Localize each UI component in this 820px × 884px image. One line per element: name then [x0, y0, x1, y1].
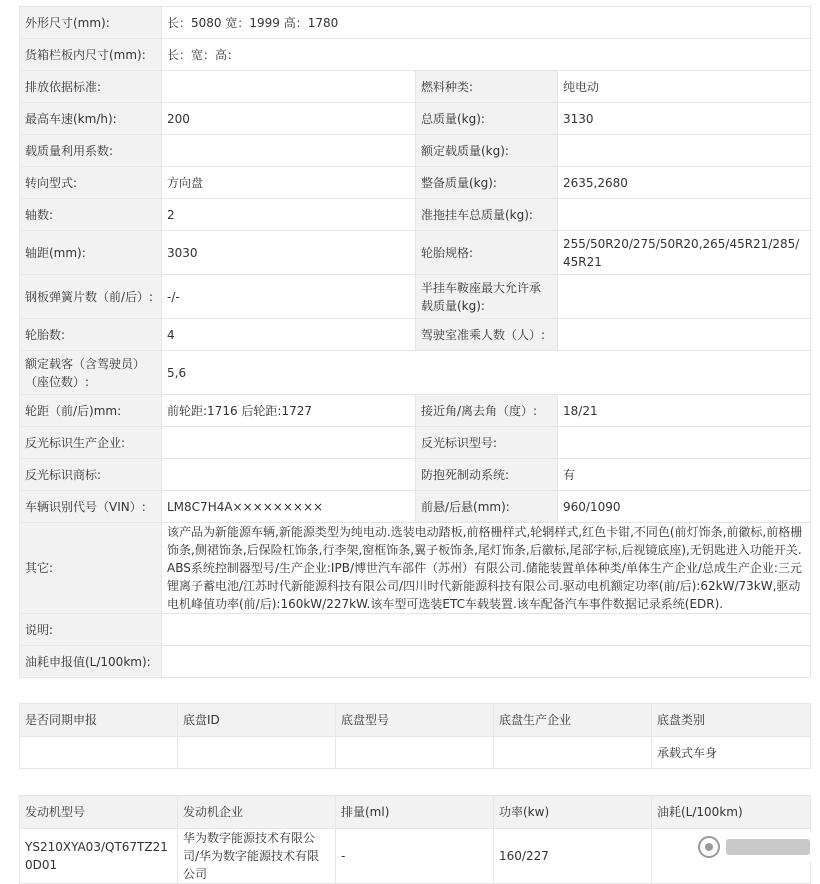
watermark-logo-icon — [698, 836, 720, 858]
spec-label: 轴数: — [20, 199, 162, 231]
spec-label: 轮胎数: — [20, 319, 162, 351]
spec-row — [20, 646, 811, 678]
engine-header-cell: 油耗(L/100km) — [652, 796, 811, 829]
engine-cell: 华为数字能源技术有限公司/华为数字能源技术有限公司 — [178, 829, 336, 884]
engine-cell: 160/227 — [494, 829, 652, 884]
spec-label: 其它: — [20, 523, 162, 614]
spec-value: 255/50R20/275/50R20,265/45R21/285/45R21 — [558, 231, 811, 275]
spec-label: 燃料种类: — [416, 71, 558, 103]
spec-row — [20, 351, 811, 395]
chassis-header-cell: 底盘类别 — [652, 704, 811, 737]
spec-label: 外形尺寸(mm): — [20, 7, 162, 39]
engine-header-cell: 发动机企业 — [178, 796, 336, 829]
spec-label: 反光标识商标: — [20, 459, 162, 491]
spec-row — [20, 167, 811, 199]
spec-value: 18/21 — [558, 395, 811, 427]
spec-label: 车辆识别代号（VIN）: — [20, 491, 162, 523]
spec-label: 载质量利用系数: — [20, 135, 162, 167]
engine-header-row — [20, 796, 811, 829]
spec-row — [20, 491, 811, 523]
watermark-blurred-text — [726, 839, 810, 855]
spec-label: 排放依据标准: — [20, 71, 162, 103]
spec-value: -/- — [162, 275, 416, 319]
chassis-header-cell: 底盘ID — [178, 704, 336, 737]
spec-label: 轮距（前/后)mm: — [20, 395, 162, 427]
spec-label: 防抱死制动系统: — [416, 459, 558, 491]
engine-cell: - — [336, 829, 494, 884]
spec-row — [20, 135, 811, 167]
spec-value — [558, 135, 811, 167]
spec-label: 反光标识型号: — [416, 427, 558, 459]
chassis-header-cell: 是否同期申报 — [20, 704, 178, 737]
spec-value: 纯电动 — [558, 71, 811, 103]
spec-label: 整备质量(kg): — [416, 167, 558, 199]
chassis-cell: 承载式车身 — [652, 737, 811, 769]
engine-header-cell: 功率(kw) — [494, 796, 652, 829]
spec-label: 最高车速(km/h): — [20, 103, 162, 135]
spec-label: 额定载客（含驾驶员）（座位数）: — [20, 351, 162, 395]
spec-value: LM8C7H4A××××××××× — [162, 491, 416, 523]
spec-value — [558, 319, 811, 351]
chassis-table — [19, 703, 811, 769]
chassis-header-cell: 底盘生产企业 — [494, 704, 652, 737]
spec-value — [162, 614, 811, 646]
engine-cell: YS210XYA03/QT67TZ210D01 — [20, 829, 178, 884]
spec-label: 半挂车鞍座最大允许承载质量(kg): — [416, 275, 558, 319]
spec-label: 货箱栏板内尺寸(mm): — [20, 39, 162, 71]
spec-label: 额定载质量(kg): — [416, 135, 558, 167]
spec-value — [162, 459, 416, 491]
spec-row — [20, 275, 811, 319]
chassis-header-row — [20, 704, 811, 737]
spec-label: 反光标识生产企业: — [20, 427, 162, 459]
spec-row — [20, 7, 811, 39]
spec-value: 5,6 — [162, 351, 811, 395]
spec-label: 准拖挂车总质量(kg): — [416, 199, 558, 231]
spec-label: 总质量(kg): — [416, 103, 558, 135]
spec-value: 长：宽：高： — [162, 39, 811, 71]
spec-value — [162, 427, 416, 459]
spec-row — [20, 395, 811, 427]
spec-label: 驾驶室准乘人数（人）: — [416, 319, 558, 351]
chassis-data-row — [20, 737, 811, 769]
chassis-header-cell: 底盘型号 — [336, 704, 494, 737]
spec-label: 转向型式: — [20, 167, 162, 199]
spec-row — [20, 319, 811, 351]
spec-label: 轴距(mm): — [20, 231, 162, 275]
spec-row — [20, 199, 811, 231]
spec-value — [162, 135, 416, 167]
spec-value: 长：5080 宽：1999 高：1780 — [162, 7, 811, 39]
spec-row — [20, 103, 811, 135]
spec-row — [20, 459, 811, 491]
spec-value — [162, 71, 416, 103]
engine-header-cell: 发动机型号 — [20, 796, 178, 829]
spec-value: 3130 — [558, 103, 811, 135]
chassis-cell — [336, 737, 494, 769]
spec-label: 钢板弹簧片数（前/后）: — [20, 275, 162, 319]
chassis-cell — [178, 737, 336, 769]
vehicle-spec-table — [19, 6, 811, 678]
chassis-cell — [494, 737, 652, 769]
spec-label: 前悬/后悬(mm): — [416, 491, 558, 523]
spec-value: 200 — [162, 103, 416, 135]
spec-value — [558, 427, 811, 459]
spec-value: 4 — [162, 319, 416, 351]
spec-row — [20, 614, 811, 646]
spec-value: 3030 — [162, 231, 416, 275]
spec-label: 油耗申报值(L/100km): — [20, 646, 162, 678]
spec-value — [558, 275, 811, 319]
spec-label: 接近角/离去角（度）: — [416, 395, 558, 427]
spec-value: 2635,2680 — [558, 167, 811, 199]
spec-row — [20, 427, 811, 459]
spec-value: 960/1090 — [558, 491, 811, 523]
spec-value — [162, 646, 811, 678]
spec-value: 有 — [558, 459, 811, 491]
engine-header-cell: 排量(ml) — [336, 796, 494, 829]
spec-value: 2 — [162, 199, 416, 231]
watermark-badge — [670, 832, 816, 862]
chassis-cell — [20, 737, 178, 769]
spec-row — [20, 523, 811, 614]
spec-row — [20, 231, 811, 275]
spec-value — [558, 199, 811, 231]
spec-row — [20, 71, 811, 103]
spec-value: 前轮距:1716 后轮距:1727 — [162, 395, 416, 427]
spec-label: 轮胎规格: — [416, 231, 558, 275]
spec-value: 该产品为新能源车辆,新能源类型为纯电动.选装电动踏板,前格栅样式,轮辋样式,红色卡钳,不同色(前灯饰条,前徽标,前格栅饰条,侧裙饰条,后保险杠饰条,行李架,窗框饰条,翼子板饰条,尾灯饰条,后徽标,尾部字标,后视镜底座),无钥匙进入功能开关.ABS系统控制器型号/生产企业:IPB/博世汽车部件（苏州）有限公司.储能装置单体种类/单体生产企业/总成生产企业:三元锂离子蓄电池/江苏时代新能源科技有限公司/四川时代新能源科技有限公司.驱动电机额定功率(前/后):62kW/73kW,驱动电机峰值功率(前/后):160kW/227kW.该车型可选装ETC车载装置.该车配备汽车事件数据记录系统(EDR). — [162, 523, 811, 614]
spec-label: 说明: — [20, 614, 162, 646]
spec-row — [20, 39, 811, 71]
spec-value: 方向盘 — [162, 167, 416, 199]
